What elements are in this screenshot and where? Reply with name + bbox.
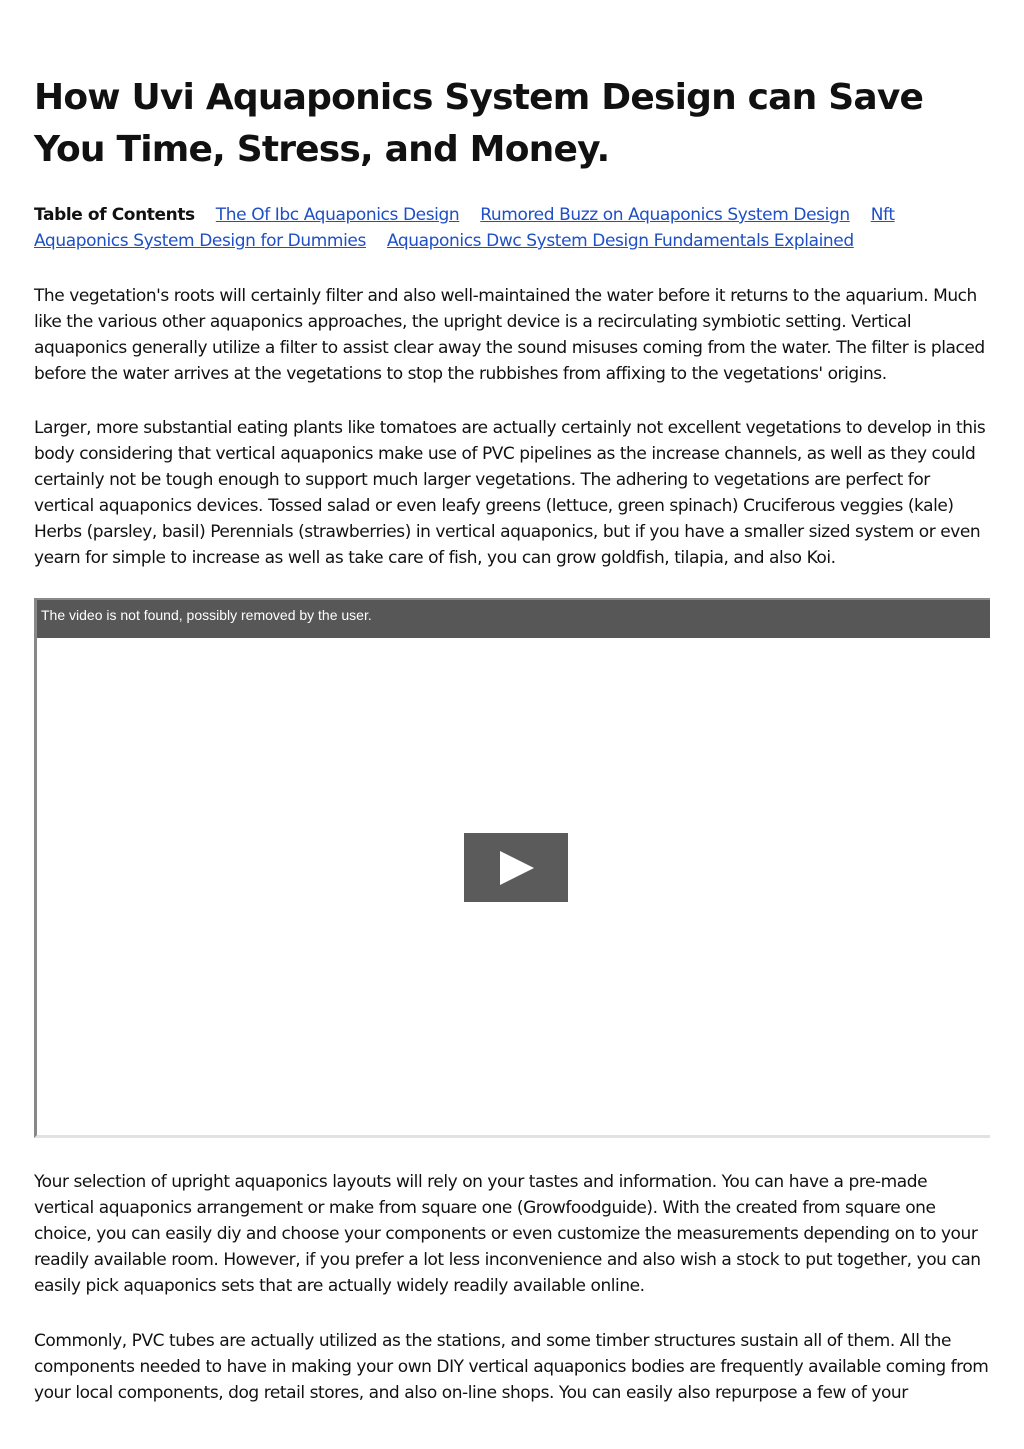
table-of-contents (34, 202, 990, 254)
video-embed[interactable] (34, 598, 990, 1138)
video-title-bar (37, 598, 990, 638)
play-icon (500, 851, 534, 885)
toc-label: Table of Contents (34, 205, 195, 225)
toc-link-nft-dummies[interactable]: Nft Aquaponics System Design for Dummies (34, 205, 895, 251)
toc-link-dwc-fundamentals[interactable]: Aquaponics Dwc System Design Fundamentals Explained (386, 231, 854, 251)
paragraph-1: The vegetation's roots will certainly filter and also well-maintained the water before it returns to the aquarium. Much like the various other aquaponics approaches, the upright device is a recirculating symbiotic setting. Vertical aquaponics generally utilize a filter to assist clear away the sound misuses coming from the water. The filter is placed before the water arrives at the vegetations to stop the rubbishes from affixing to the vegetations' origins. (34, 286, 985, 384)
paragraph-2: Larger, more substantial eating plants like tomatoes are actually certainly not excellent vegetations to develop in this body considering that vertical aquaponics make use of PVC pipelines as the increase channels, as well as they could certainly not be tough enough to support much larger vegetations. The adhering to vegetations are perfect for vertical aquaponics devices. Tossed salad or even leafy greens (lettuce, green spinach) Cruciferous veggies (kale) Herbs (parsley, basil) Perennials (strawberries) in vertical aquaponics, but if you have a smaller sized system or even yearn for simple to increase as well as take care of fish, you can grow goldfish, tilapia, and also Koi. (34, 418, 986, 568)
play-button[interactable] (464, 833, 568, 902)
paragraph-3: Your selection of upright aquaponics layouts will rely on your tastes and information. You can have a pre-made vertical aquaponics arrangement or make from square one (Growfoodguide). With the created from square one choice, you can easily diy and choose your components or even customize the measurements depending on to your readily available room. However, if you prefer a lot less inconvenience and also wish a stock to put together, you can easily pick aquaponics sets that are actually widely readily available online. (34, 1172, 981, 1296)
page-title: How Uvi Aquaponics System Design can Save You Time, Stress, and Money. (34, 77, 924, 170)
toc-link-ibc-design[interactable]: The Of Ibc Aquaponics Design (215, 205, 460, 225)
toc-link-rumored-buzz[interactable]: Rumored Buzz on Aquaponics System Design (480, 205, 850, 225)
paragraph-4: Commonly, PVC tubes are actually utilized as the stations, and some timber structures sustain all of them. All the components needed to have in making your own DIY vertical aquaponics bodies are frequently available coming from your local components, dog retail stores, and also on-line shops. You can easily also repurpose a few of your (34, 1331, 989, 1403)
video-error-message: The video is not found, possibly removed by the user. (41, 607, 372, 623)
